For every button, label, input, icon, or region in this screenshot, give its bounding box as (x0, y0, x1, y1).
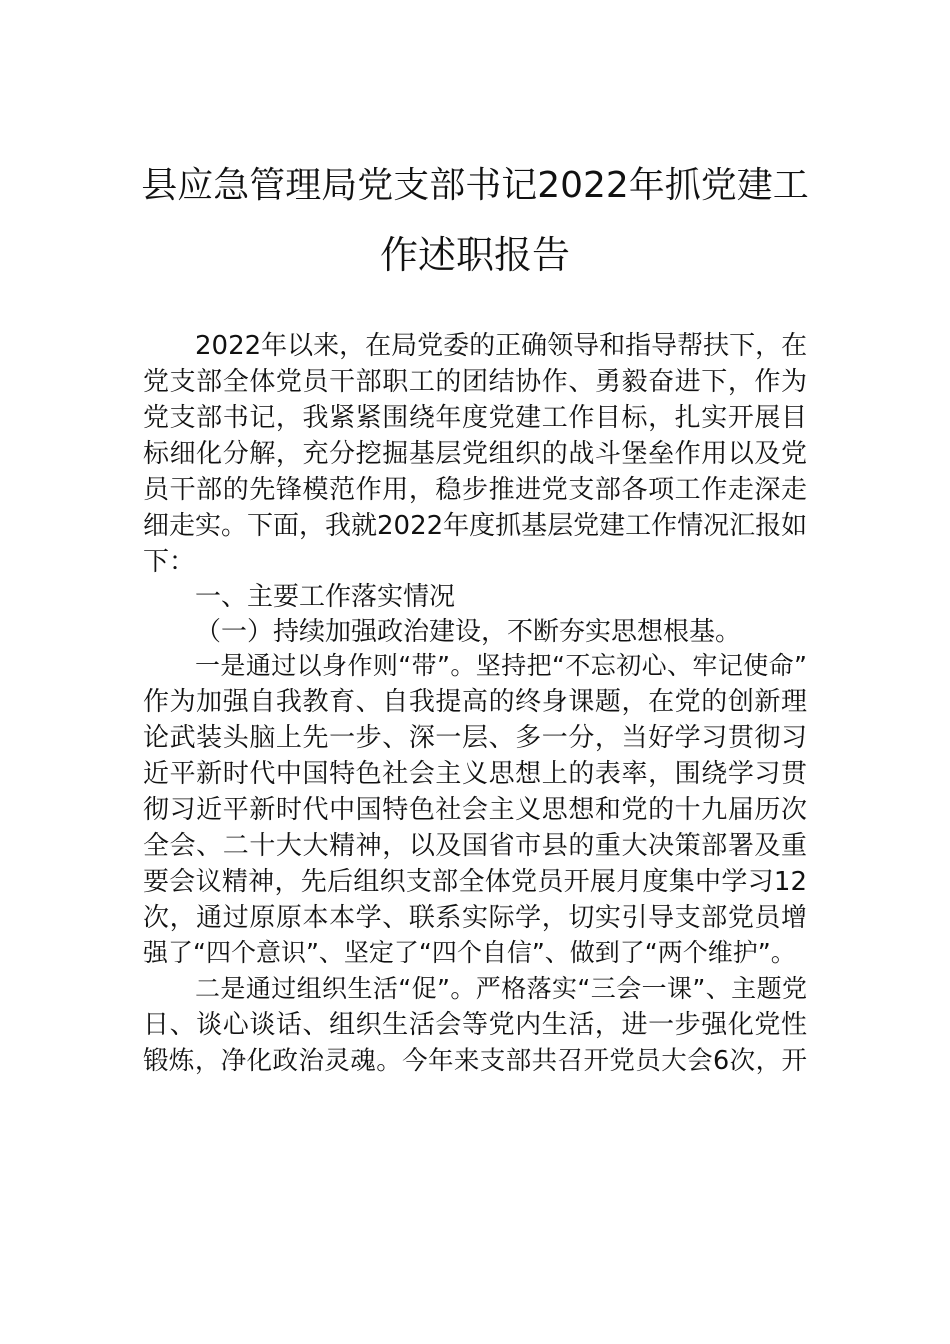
body-line: 标细化分解，充分挖掘基层党组织的战斗堡垒作用以及党 (143, 439, 807, 469)
document-title-line-2: 作述职报告 (379, 233, 570, 277)
body-line: 下： (143, 547, 196, 577)
body-line: 日、谈心谈话、组织生活会等党内生活，进一步强化党性 (143, 1010, 807, 1040)
body-line: 全会、二十大大精神，以及国省市县的重大决策部署及重 (143, 831, 807, 861)
body-line: 作为加强自我教育、自我提高的终身课题，在党的创新理 (143, 687, 807, 717)
body-line: 2022年以来，在局党委的正确领导和指导帮扶下，在 (195, 331, 807, 361)
body-line: 论武装头脑上先一步、深一层、多一分，当好学习贯彻习 (143, 723, 807, 753)
body-line: 二是通过组织生活“促”。严格落实“三会一课”、主题党 (195, 974, 807, 1003)
body-line: 近平新时代中国特色社会主义思想上的表率，围绕学习贯 (143, 759, 807, 789)
body-line: 次，通过原原本本学、联系实际学，切实引导支部党员增 (143, 903, 807, 933)
subsection-heading: （一）持续加强政治建设，不断夯实思想根基。 (195, 617, 742, 647)
document-title-line-1: 县应急管理局党支部书记2022年抓党建工 (141, 165, 809, 206)
body-line: 一是通过以身作则“带”。坚持把“不忘初心、牢记使命” (195, 651, 807, 680)
body-line: 细走实。下面，我就2022年度抓基层党建工作情况汇报如 (143, 511, 807, 541)
body-line: 彻习近平新时代中国特色社会主义思想和党的十九届历次 (143, 795, 807, 825)
body-line: 锻炼，净化政治灵魂。今年来支部共召开党员大会6次，开 (143, 1046, 807, 1076)
body-line: 党支部全体党员干部职工的团结协作、勇毅奋进下，作为 (143, 367, 807, 397)
body-line: 要会议精神，先后组织支部全体党员开展月度集中学习12 (143, 867, 807, 897)
body-line: 党支部书记，我紧紧围绕年度党建工作目标，扎实开展目 (143, 403, 807, 433)
body-line: 强了“四个意识”、坚定了“四个自信”、做到了“两个维护”。 (143, 938, 796, 967)
body-line: 员干部的先锋模范作用，稳步推进党支部各项工作走深走 (143, 475, 807, 505)
section-heading: 一、主要工作落实情况 (195, 582, 456, 612)
